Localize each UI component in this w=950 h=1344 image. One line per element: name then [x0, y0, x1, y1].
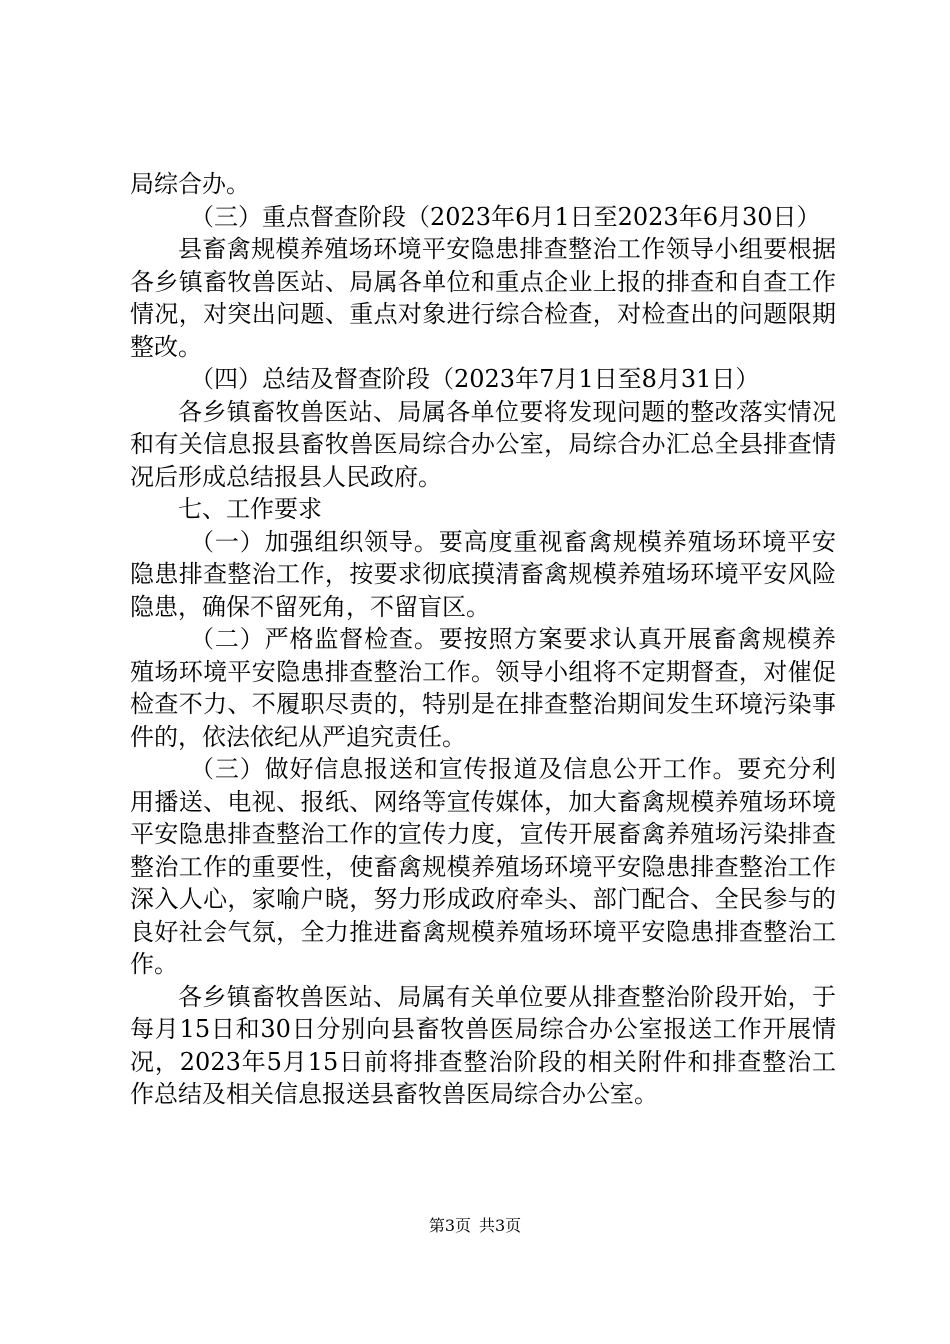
document-body: [130, 168, 836, 1111]
page-total: 共3页: [479, 1216, 522, 1235]
section-seven-heading: 七、工作要求: [178, 495, 322, 523]
requirement-two: （二）严格监督检查。要按照方案要求认真开展畜禽规模养殖场环境平安隐患排查整治工作。领导小组将不定期督查，对催促检查不力、不履职尽责的，特别是在排查整治期间发生环境污染事件的，依法依纪从严追究责任。: [130, 625, 836, 751]
page-number: 第3页: [428, 1216, 471, 1235]
requirement-three: （三）做好信息报送和宣传报道及信息公开工作。要充分利用播送、电视、报纸、网络等宣传媒体，加大畜禽规模养殖场环境平安隐患排查整治工作的宣传力度，宣传开展畜禽养殖场污染排查整治工作的重要性，使畜禽规模养殖场环境平安隐患排查整治工作深入人心，家喻户晓，努力形成政府牵头、部门配合、全民参与的良好社会气氛，全力推进畜禽规模养殖场环境平安隐患排查整治工作。: [130, 755, 836, 978]
stage-three-body: 县畜禽规模养殖场环境平安隐患排查整治工作领导小组要根据各乡镇畜牧兽医站、局属各单位和重点企业上报的排查和自查工作情况，对突出问题、重点对象进行综合检查，对检查出的问题限期整改。: [130, 235, 836, 361]
closing-paragraph: 各乡镇畜牧兽医站、局属有关单位要从排查整治阶段开始，于每月15日和30日分别向县畜牧兽医局综合办公室报送工作开展情况，2023年5月15日前将排查整治阶段的相关附件和排查整治工作总结及相关信息报送县畜牧兽医局综合办公室。: [130, 982, 836, 1108]
paragraph-continuation: 局综合办。: [130, 170, 250, 198]
stage-three-heading: （三）重点督查阶段（2023年6月1日至2023年6月30日）: [190, 202, 821, 231]
stage-four-body: 各乡镇畜牧兽医站、局属各单位要将发现问题的整改落实情况和有关信息报县畜牧兽医局综合办公室，局综合办汇总全县排查情况后形成总结报县人民政府。: [130, 397, 836, 491]
page-footer: [0, 1215, 950, 1237]
requirement-one: （一）加强组织领导。要高度重视畜禽规模养殖场环境平安隐患排查整治工作，按要求彻底摸清畜禽规模养殖场环境平安风险隐患，确保不留死角，不留盲区。: [130, 527, 836, 621]
stage-four-heading: （四）总结及督查阶段（2023年7月1日至8月31日）: [190, 365, 760, 393]
